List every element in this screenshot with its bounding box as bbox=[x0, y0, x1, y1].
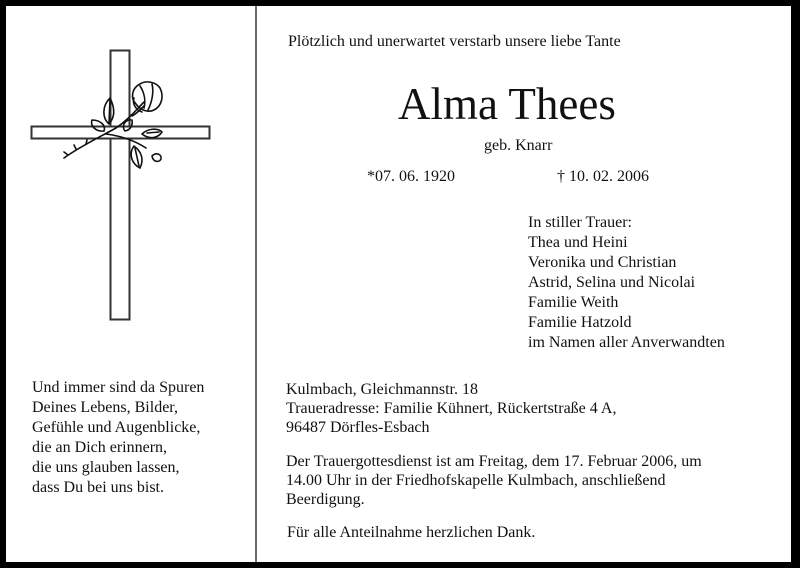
mourner-entry: Familie Weith bbox=[528, 294, 619, 311]
cross-with-rose-icon bbox=[6, 6, 255, 336]
address-line: Traueradresse: Familie Kühnert, Rückertstraße 4 A, bbox=[286, 400, 617, 417]
obituary-card bbox=[6, 6, 791, 562]
mourner-entry: Thea und Heini bbox=[528, 234, 628, 251]
poem-line: Deines Lebens, Bilder, bbox=[32, 399, 178, 416]
deceased-name: Alma Thees bbox=[398, 79, 616, 129]
service-line: Beerdigung. bbox=[286, 491, 365, 508]
service-line: Der Trauergottesdienst ist am Freitag, dem 17. Februar 2006, um bbox=[286, 453, 702, 470]
mourner-entry: Familie Hatzold bbox=[528, 314, 632, 331]
death-date: † 10. 02. 2006 bbox=[557, 168, 649, 185]
mourning-address bbox=[286, 380, 616, 437]
mourner-entry: Astrid, Selina und Nicolai bbox=[528, 274, 696, 291]
address-line: Kulmbach, Gleichmannstr. 18 bbox=[286, 381, 478, 398]
maiden-name: geb. Knarr bbox=[484, 137, 553, 154]
poem-line: Gefühle und Augenblicke, bbox=[32, 419, 201, 436]
poem-line: die an Dich erinnern, bbox=[32, 439, 168, 456]
mourner-entry: im Namen aller Anverwandten bbox=[528, 334, 725, 351]
memorial-poem bbox=[32, 378, 204, 498]
poem-line: Und immer sind da Spuren bbox=[32, 379, 205, 396]
service-line: 14.00 Uhr in der Friedhofskapelle Kulmbach, anschließend bbox=[286, 472, 666, 489]
address-line: 96487 Dörfles-Esbach bbox=[286, 419, 430, 436]
thanks-text: Für alle Anteilnahme herzlichen Dank. bbox=[287, 524, 536, 541]
mourners-heading: In stiller Trauer: bbox=[528, 214, 632, 231]
funeral-service-info bbox=[286, 452, 786, 509]
intro-text: Plötzlich und unerwartet verstarb unsere liebe Tante bbox=[288, 33, 621, 50]
mourners-list bbox=[528, 213, 725, 353]
column-divider bbox=[255, 6, 257, 562]
poem-line: dass Du bei uns bist. bbox=[32, 479, 164, 496]
poem-line: die uns glauben lassen, bbox=[32, 459, 180, 476]
mourner-entry: Veronika und Christian bbox=[528, 254, 677, 271]
birth-date: *07. 06. 1920 bbox=[367, 168, 455, 185]
